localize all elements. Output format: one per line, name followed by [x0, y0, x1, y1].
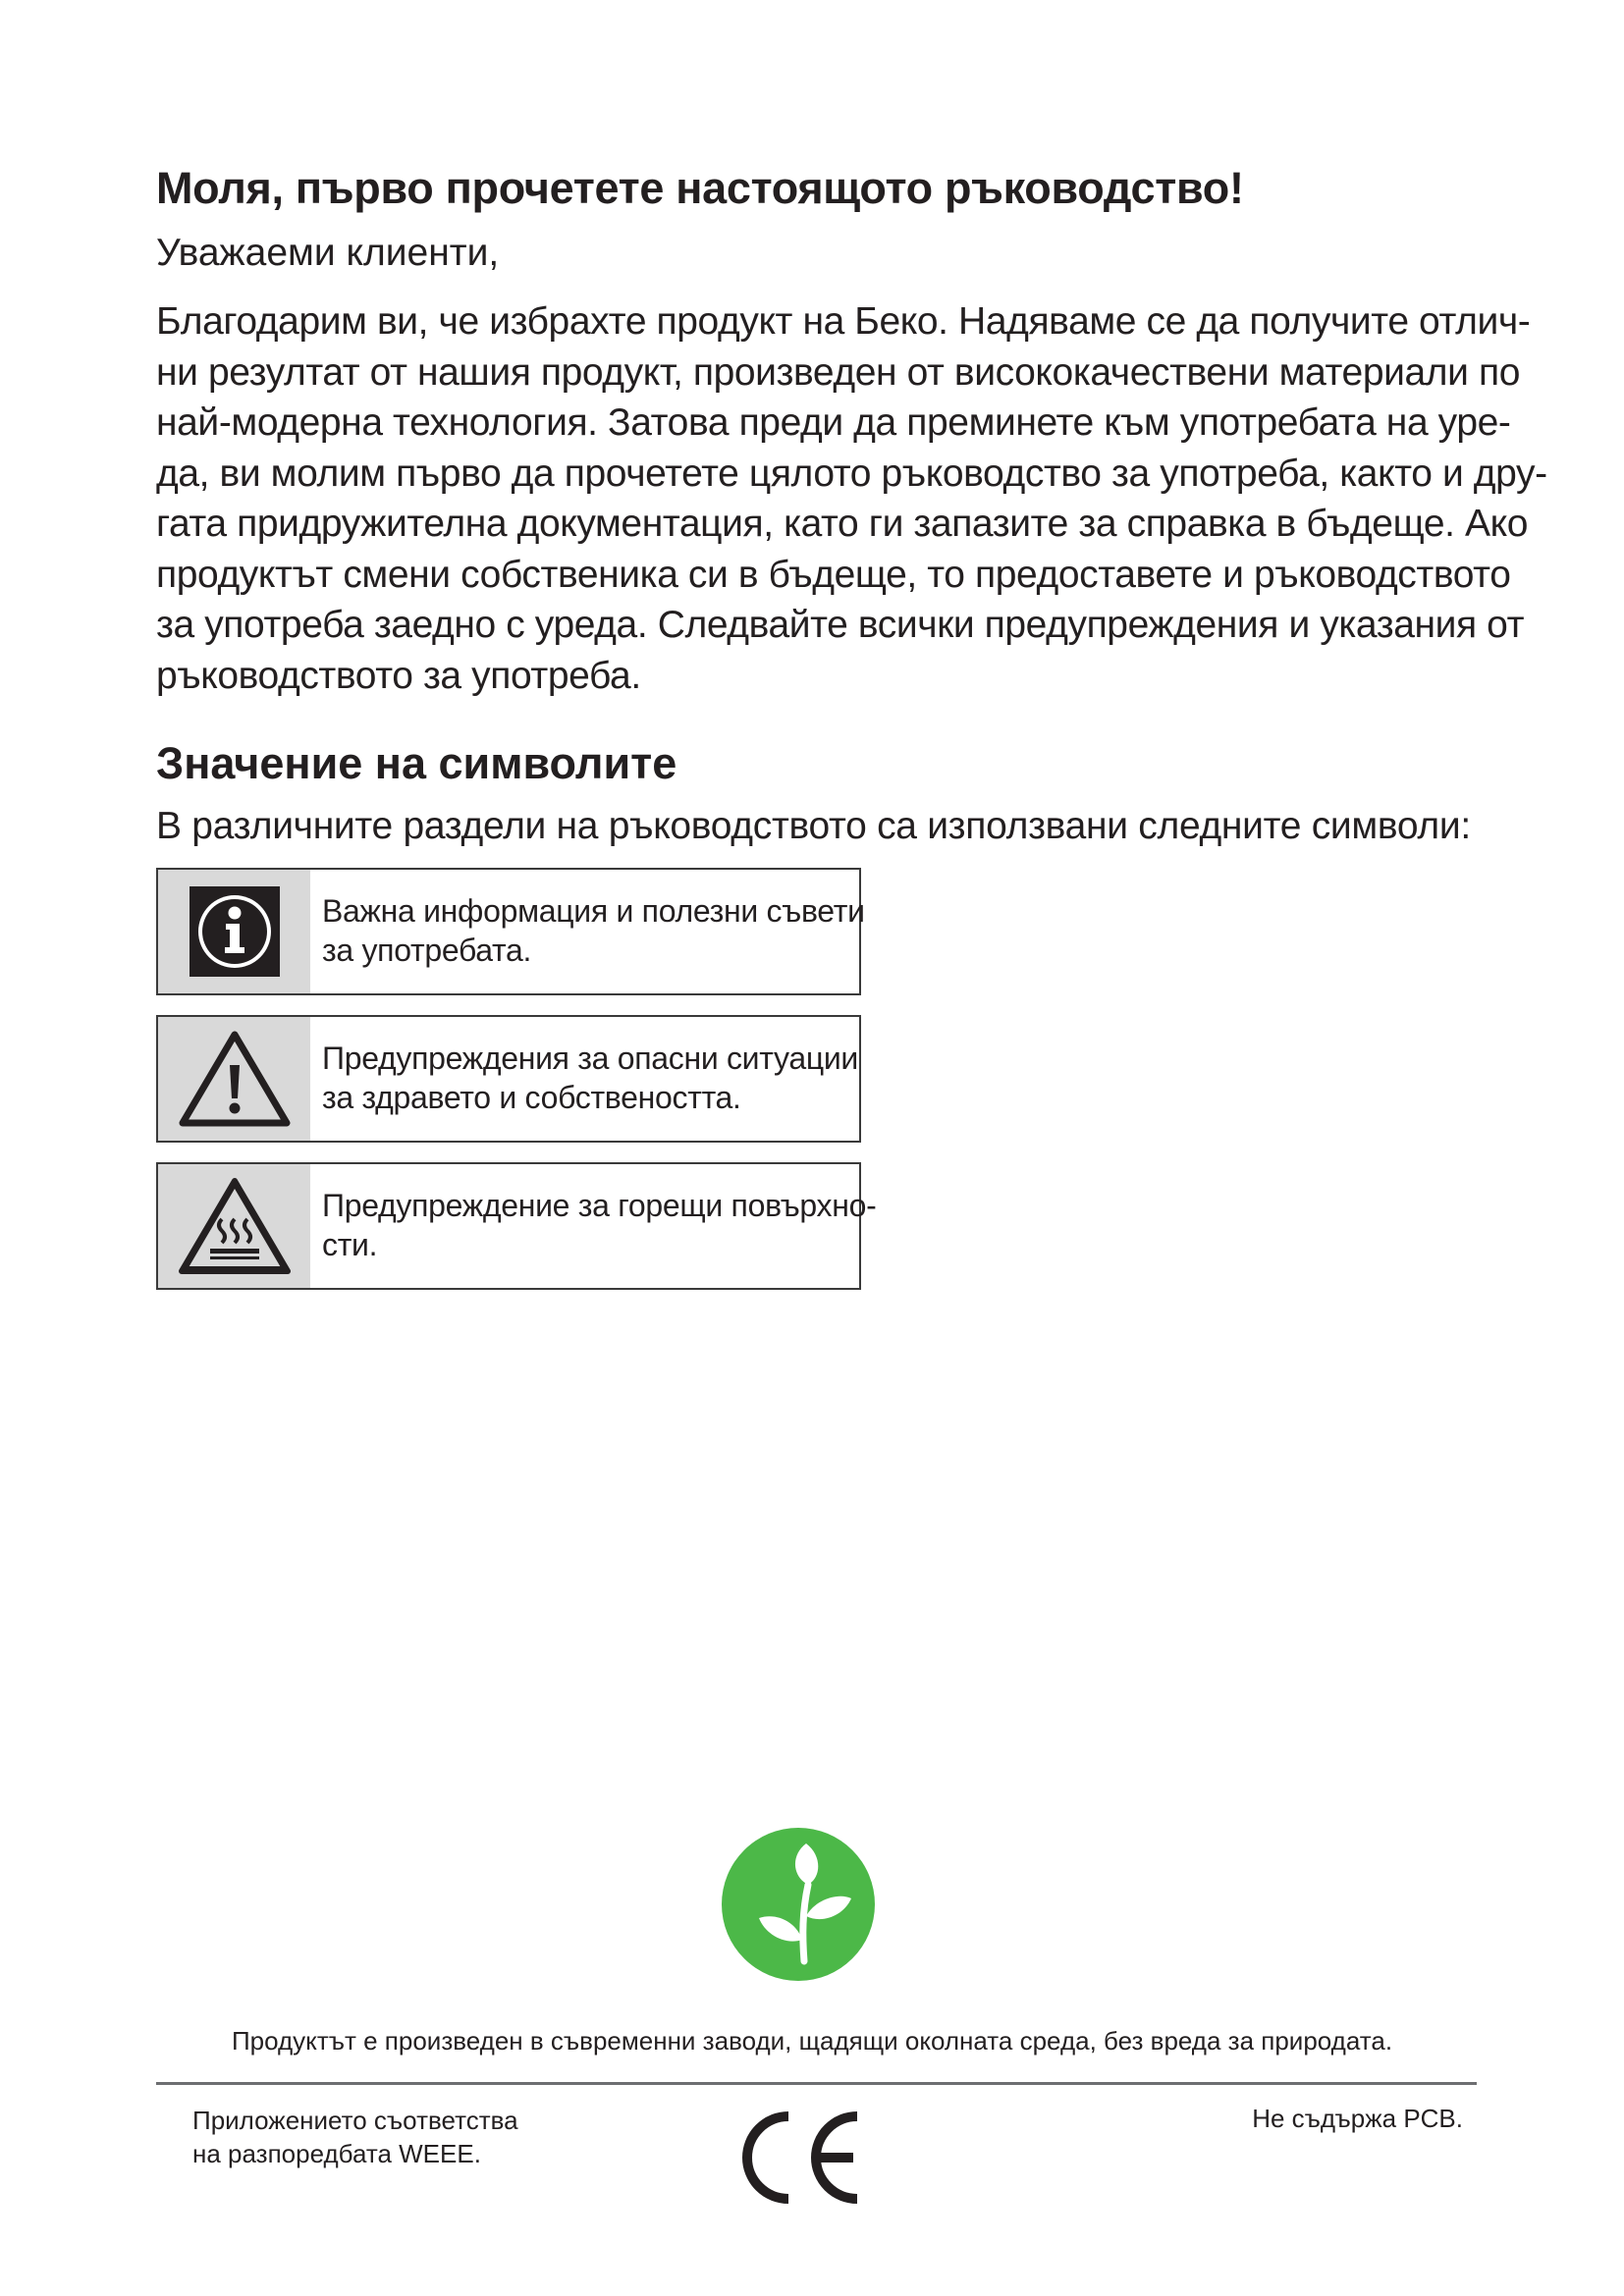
symbols-intro: В различните раздели на ръководството са използвани следните символи:: [156, 805, 1471, 847]
weee-compliance: [192, 2104, 518, 2170]
intro-line: да, ви молим първо да прочетете цялото ръководство за употреба, както и дру-: [156, 452, 1547, 495]
symbols-heading: Значение на символите: [156, 738, 677, 788]
weee-line: на разпоредбата WEEE.: [192, 2139, 481, 2168]
info-icon: [158, 870, 310, 993]
symbol-text-line: Предупреждения за опасни ситуации: [322, 1041, 858, 1076]
hot-surface-icon: [158, 1164, 310, 1288]
symbol-box-info: [156, 868, 865, 995]
symbol-text-line: сти.: [322, 1227, 378, 1262]
symbol-text-hot-surface: [310, 1164, 876, 1288]
symbol-box-hot-surface: [156, 1162, 877, 1290]
intro-line: ни резултат от нашия продукт, произведен от висококачествени материали по: [156, 350, 1520, 394]
symbol-text-line: за употребата.: [322, 933, 532, 968]
symbol-text-line: Важна информация и полезни съвети: [322, 893, 865, 929]
intro-paragraph: [156, 296, 1547, 701]
footer-divider: [156, 2082, 1477, 2085]
intro-line: ръководството за употреба.: [156, 654, 641, 697]
intro-line: продуктът смени собственика си в бъдеще, то предоставете и ръководството: [156, 553, 1511, 596]
symbol-text-info: [310, 870, 865, 993]
pcb-statement: Не съдържа PCB.: [1252, 2104, 1463, 2133]
eco-leaf-icon: [720, 1826, 877, 1988]
symbol-box-warning: [156, 1015, 861, 1143]
symbol-text-warning: [310, 1017, 858, 1141]
symbol-text-line: Предупреждение за горещи повърхно-: [322, 1188, 877, 1223]
intro-line: най-модерна технология. Затова преди да преминете към употребата на уре-: [156, 401, 1511, 444]
eco-statement: Продуктът е произведен в съвременни заводи, щадящи околната среда, без вреда за природата.: [231, 2026, 1393, 2056]
intro-line: гата придружителна документация, като ги запазите за справка в бъдеще. Ако: [156, 503, 1528, 545]
symbol-text-line: за здравето и собствеността.: [322, 1080, 741, 1115]
ce-mark-icon: [731, 2109, 869, 2212]
page-title: Моля, първо прочетете настоящото ръководство!: [156, 163, 1244, 213]
greeting: Уважаеми клиенти,: [156, 232, 500, 274]
weee-line: Приложението съответства: [192, 2106, 518, 2135]
intro-line: Благодарим ви, че избрахте продукт на Беко. Надяваме се да получите отлич-: [156, 300, 1531, 343]
intro-line: за употреба заедно с уреда. Следвайте всички предупреждения и указания от: [156, 604, 1525, 646]
warning-icon: [158, 1017, 310, 1141]
